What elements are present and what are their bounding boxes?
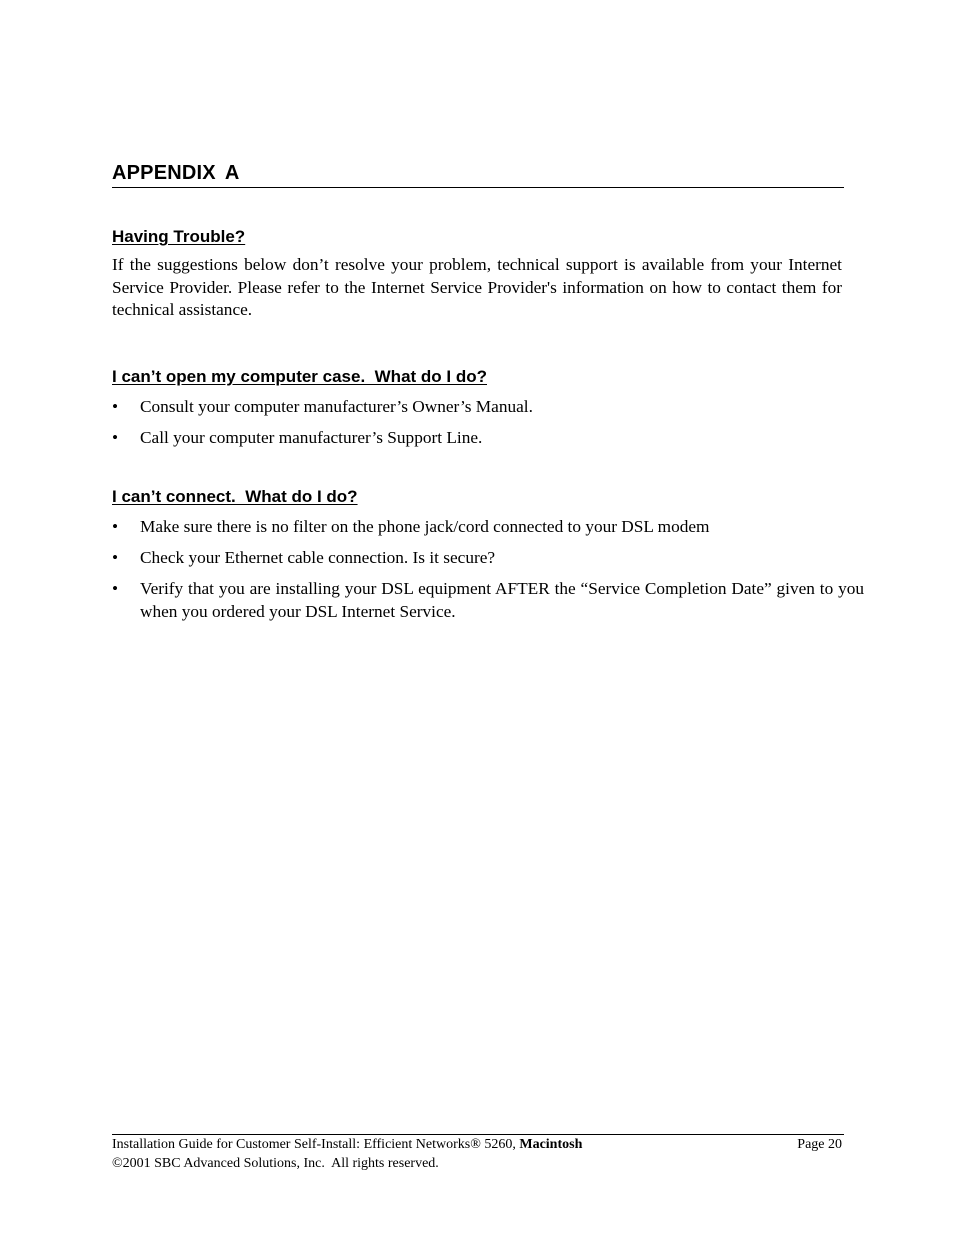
- list-item-text: Consult your computer manufacturer’s Owner’s Manual.: [140, 397, 533, 416]
- footer-platform: Macintosh: [519, 1137, 583, 1152]
- list-item-text: Make sure there is no filter on the phone jack/cord connected to your DSL modem: [140, 517, 710, 536]
- footer-divider: [112, 1134, 844, 1135]
- bullet-icon: •: [112, 397, 119, 416]
- list-item: [112, 547, 864, 570]
- bullet-icon: •: [112, 428, 119, 447]
- bullet-icon: •: [112, 548, 119, 567]
- list-item: [112, 578, 864, 623]
- footer-guide-line: [112, 1136, 842, 1154]
- list-item-text: Check your Ethernet cable connection. Is it secure?: [140, 548, 496, 567]
- footer-guide-text: Installation Guide for Customer Self-Install: Efficient Networks® 5260,: [112, 1137, 520, 1152]
- list-item-text: Verify that you are installing your DSL equipment AFTER the “Service Completion Date” given to you when you ordered your DSL Internet Service.: [140, 579, 864, 621]
- footer-copyright: ©2001 SBC Advanced Solutions, Inc. All rights reserved.: [112, 1156, 439, 1171]
- section-heading-cant-connect: I can’t connect. What do I do?: [112, 487, 358, 506]
- section-heading-computer-case: I can’t open my computer case. What do I do?: [112, 367, 487, 386]
- list-item: [112, 396, 864, 419]
- list-item: [112, 516, 864, 539]
- list-item-text: Call your computer manufacturer’s Support Line.: [140, 428, 483, 447]
- having-trouble-paragraph: If the suggestions below don’t resolve your problem, technical support is available from your Internet Service Provider. Please refer to the Internet Service Provider's information on how to contact them for technical assistance.: [112, 255, 842, 319]
- appendix-title: APPENDIX A: [112, 162, 240, 184]
- cant-connect-bullet-list: [112, 516, 864, 632]
- footer-page-number: Page 20: [797, 1137, 842, 1152]
- list-item: [112, 427, 864, 450]
- bullet-icon: •: [112, 517, 119, 536]
- section-heading-having-trouble: Having Trouble?: [112, 227, 246, 246]
- bullet-icon: •: [112, 579, 119, 598]
- computer-case-bullet-list: [112, 396, 864, 458]
- title-divider: [112, 187, 844, 188]
